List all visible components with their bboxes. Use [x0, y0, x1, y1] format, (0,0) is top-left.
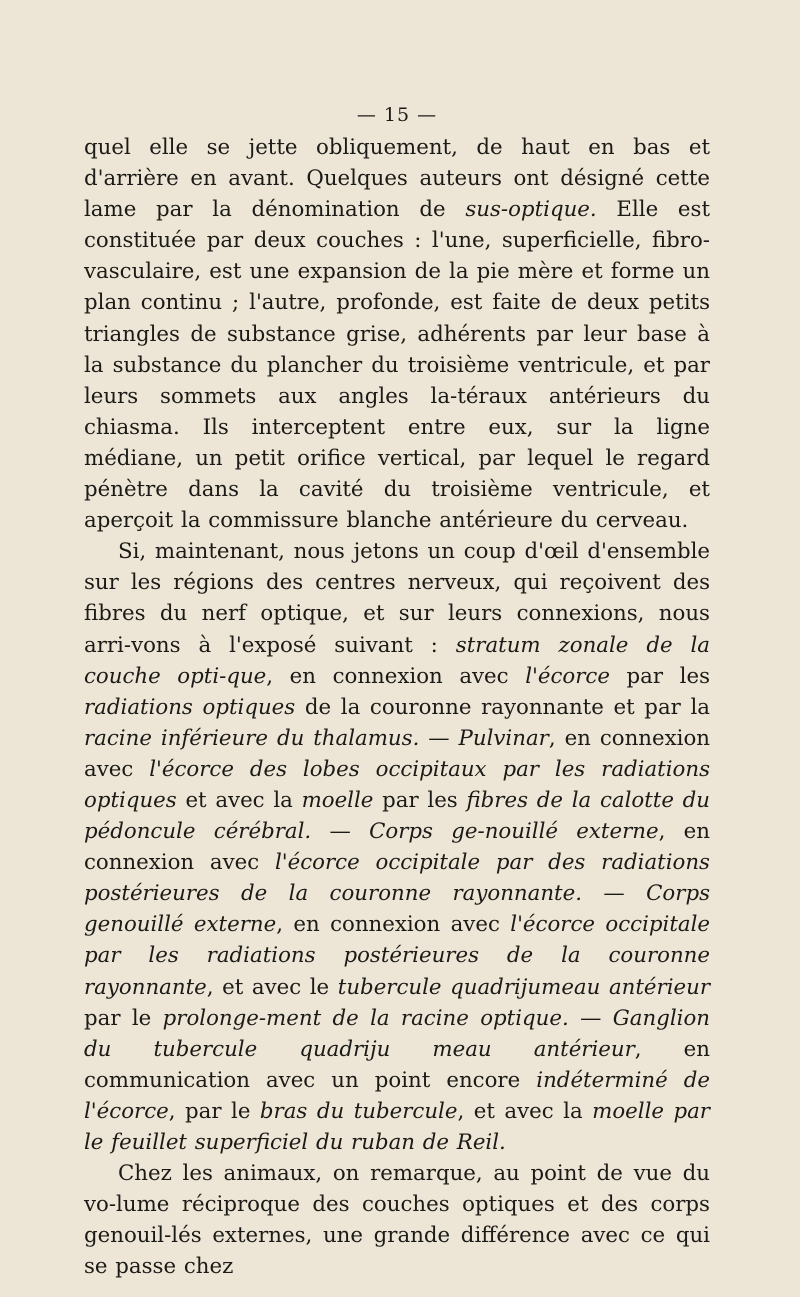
italic-text: sus-optique.	[465, 197, 597, 223]
italic-text: stratum zonale de la couche opti-que	[84, 632, 710, 689]
text-run: et avec la	[176, 787, 302, 813]
italic-text: racine inférieure du thalamus.	[84, 725, 420, 751]
text-run: —	[419, 725, 459, 751]
italic-text: Corps genouillé externe	[84, 881, 711, 938]
body-text	[84, 132, 710, 1282]
text-run: , en connexion avec	[266, 663, 526, 689]
text-run: par les	[373, 787, 467, 813]
italic-text: l'écorce occipitale par des radiations postérieures de la couronne rayonnante.	[84, 850, 710, 907]
italic-text: indéterminé de l'écorce	[84, 1067, 711, 1124]
italic-text: Ganglion du tubercule quadriju meau antérieur	[84, 1005, 711, 1062]
page-number: — 15 —	[356, 104, 438, 126]
text-run: , en communication avec un point encore	[84, 1036, 710, 1093]
italic-text: bras du tubercule	[259, 1098, 458, 1124]
italic-text: radiations optiques	[84, 694, 296, 720]
italic-text: Pulvinar	[458, 725, 549, 751]
text-run: , et avec la	[457, 1098, 593, 1124]
text-run: —	[568, 1005, 613, 1031]
text-run: , par le	[168, 1098, 260, 1124]
italic-text: l'écorce occipitale par les radiations postérieures de la couronne rayonnante	[84, 912, 710, 1000]
italic-text: l'écorce des lobes occipitaux par les radiations optiques	[84, 756, 711, 813]
italic-text: fibres de la calotte du pédoncule cérébral.	[84, 787, 710, 845]
text-run: par les	[609, 663, 710, 689]
text-run: —	[311, 819, 370, 845]
italic-text: prolonge-ment de la racine optique.	[162, 1005, 569, 1031]
text-run: par le	[84, 1005, 163, 1031]
italic-text: moelle	[301, 787, 374, 813]
italic-text: moelle par le feuillet superficiel du ruban de Reil.	[84, 1098, 710, 1155]
text-run: , en connexion avec	[84, 725, 710, 782]
text-run: Si, maintenant, nous jetons un coup d'œil d'ensemble sur les régions des centres nerveux, qui reçoivent des fibres du nerf optique, et sur leurs connexions, nous arri-vons à l'exposé suivant :	[84, 539, 710, 658]
text-run: quel elle se jette obliquement, de haut en bas et d'arrière en avant. Quelques auteurs ont désigné cette lame par la dénomination de	[84, 135, 710, 223]
text-run: —	[582, 881, 647, 907]
paragraph	[84, 132, 710, 536]
text-run: de la couronne rayonnante et par la	[295, 694, 710, 720]
italic-text: tubercule quadrijumeau antérieur	[337, 974, 711, 1000]
paragraph	[84, 536, 710, 1158]
paragraph	[84, 1158, 710, 1282]
text-run: , en connexion avec	[84, 819, 710, 876]
text-run: , et avec le	[206, 974, 338, 1000]
text-run: Elle est constituée par deux couches : l'une, superficielle, fibro-vasculaire, est une expansion de la pie mère et forme un plan continu ; l'autre, profonde, est faite de deux petits triangles de substance grise, adhérents par leur base à la substance du plancher du troisième ventricule, et par leurs sommets aux angles la-téraux antérieurs du chiasma. Ils interceptent entre eux, sur la ligne médiane, un petit orifice vertical, par lequel le regard pénètre dans la cavité du troisième ventricule, et aperçoit la commissure blanche antérieure du cerveau.	[84, 197, 711, 534]
text-run: , en connexion avec	[276, 912, 511, 938]
text-run: Chez les animaux, on remarque, au point de vue du vo-lume réciproque des couches optiques et des corps genouil-lés externes, une grande différence avec ce qui se passe chez	[84, 1161, 710, 1280]
italic-text: Corps ge-nouillé externe	[369, 819, 659, 845]
italic-text: l'écorce	[525, 663, 610, 689]
